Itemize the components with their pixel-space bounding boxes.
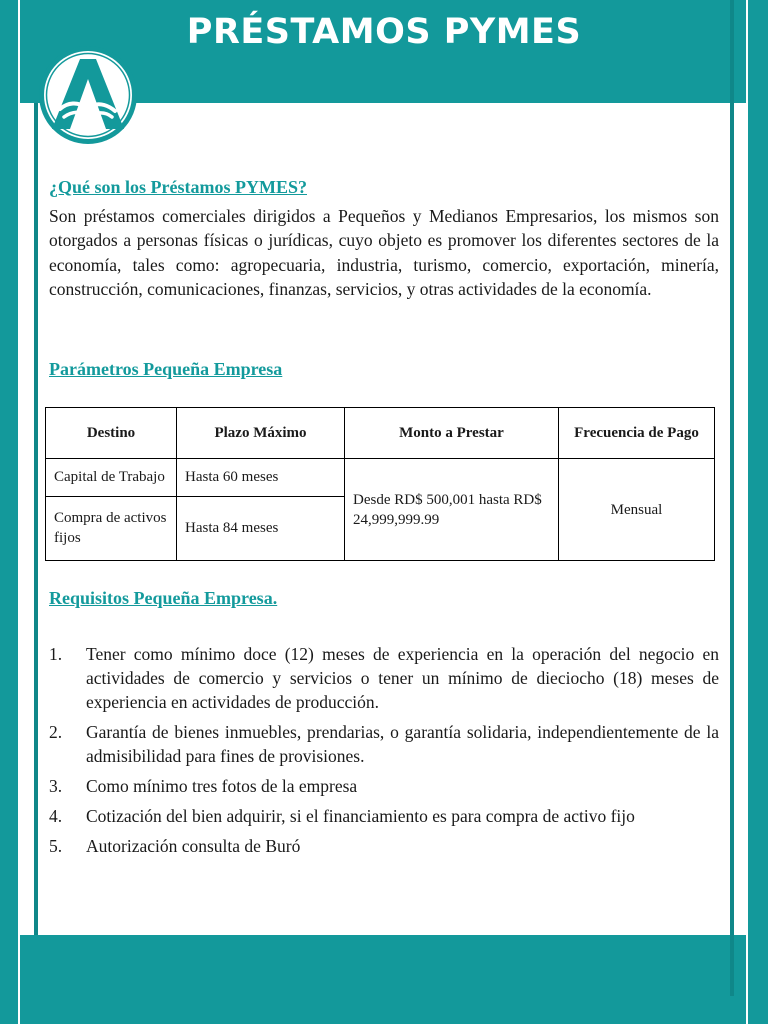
panel-bottom-edge	[34, 996, 734, 1024]
list-item-number: 3.	[49, 776, 63, 796]
list-item	[49, 834, 719, 858]
list-item	[49, 774, 719, 798]
table-cell-destino: Capital de Trabajo	[46, 459, 177, 497]
list-item-text: Cotización del bien adquirir, si el financiamiento es para compra de activo fijo	[86, 806, 635, 826]
list-item	[49, 720, 719, 768]
list-item	[49, 804, 719, 828]
column-header: Monto a Prestar	[345, 408, 559, 459]
section-heading-parametros: Parámetros Pequeña Empresa	[49, 359, 283, 379]
parameters-table	[45, 407, 715, 561]
list-item-number: 5.	[49, 836, 63, 856]
list-item-text: Autorización consulta de Buró	[86, 836, 301, 856]
right-divider-line	[746, 0, 748, 1024]
logo-letter-a-hands-icon	[38, 45, 138, 145]
list-item-number: 4.	[49, 806, 63, 826]
table-cell-plazo: Hasta 60 meses	[177, 459, 345, 497]
panel-right-edge	[730, 0, 734, 1024]
list-item-number: 2.	[49, 722, 63, 742]
column-header: Destino	[46, 408, 177, 459]
list-item-number: 1.	[49, 644, 63, 664]
table-cell-frecuencia: Mensual	[559, 459, 715, 561]
left-divider-line	[18, 0, 20, 1024]
table-row	[46, 459, 715, 497]
list-item-text: Como mínimo tres fotos de la empresa	[86, 776, 358, 796]
requirements-list	[49, 642, 719, 864]
left-border-strip	[0, 0, 19, 1024]
section-heading-que-son: ¿Qué son los Préstamos PYMES?	[49, 177, 307, 197]
section-heading-requisitos: Requisitos Pequeña Empresa.	[49, 588, 278, 608]
table-cell-monto: Desde RD$ 500,001 hasta RD$ 24,999,999.99	[345, 459, 559, 561]
page-title: PRÉSTAMOS PYMES	[186, 12, 582, 52]
list-item	[49, 642, 719, 714]
table-cell-destino: Compra de activos fijos	[46, 496, 177, 560]
column-header: Plazo Máximo	[177, 408, 345, 459]
intro-paragraph: Son préstamos comerciales dirigidos a Pequeños y Medianos Empresarios, los mismos son otorgados a personas físicas o jurídicas, cuyo objeto es promover los diferentes sectores de la economía, tales como: agropecuaria, industria, turismo, comercio, exportación, minería, construcción, comunicaciones, finanzas, servicios, y otras actividades de la economía.	[49, 206, 719, 299]
table-cell-plazo: Hasta 84 meses	[177, 496, 345, 560]
list-item-text: Tener como mínimo doce (12) meses de experiencia en la operación del negocio en actividades de comercio y servicios o tener un mínimo de dieciocho (18) meses de experiencia en actividades de producción.	[86, 644, 719, 712]
right-border-strip	[748, 0, 768, 1024]
column-header: Frecuencia de Pago	[559, 408, 715, 459]
table-header-row	[46, 408, 715, 459]
list-item-text: Garantía de bienes inmuebles, prendarias, o garantía solidaria, independientemente de la admisibilidad para fines de provisiones.	[86, 722, 719, 766]
